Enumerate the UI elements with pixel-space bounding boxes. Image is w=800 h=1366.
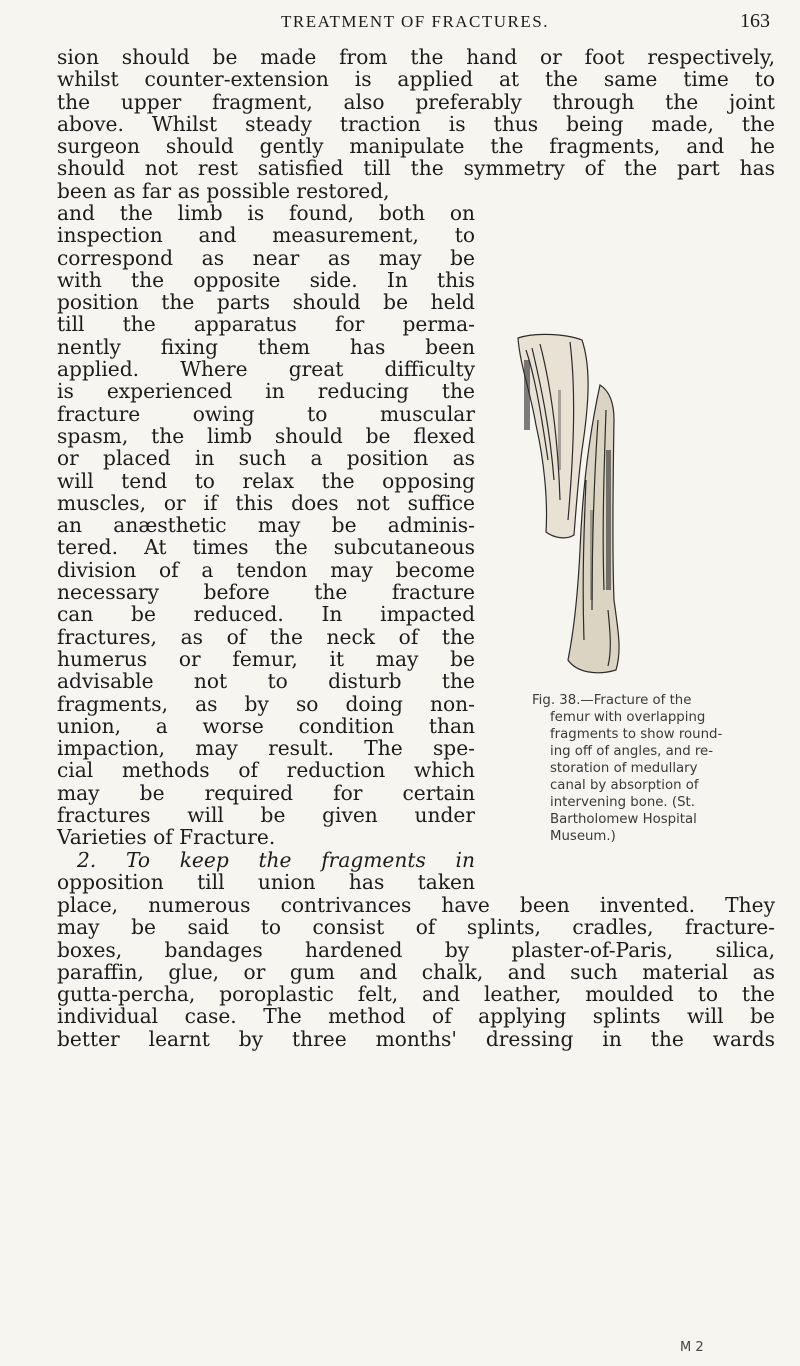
running-head: TREATMENT OF FRACTURES. (281, 12, 549, 31)
page-number: 163 (740, 10, 770, 32)
text-line: humerus or femur, it may be (57, 646, 475, 671)
text-line: gutta-percha, poroplastic felt, and leather, moulded to the (57, 982, 775, 1007)
text-line: above. Whilst steady traction is thus being made, the (57, 111, 775, 136)
caption-line: intervening bone. (St. (550, 795, 695, 810)
paragraph-bottom (57, 894, 775, 1050)
text-line: opposition till union has taken (57, 869, 475, 894)
text-line: impaction, may result. The spe- (57, 736, 475, 761)
paragraph-narrow (57, 202, 475, 893)
text-line: Varieties of Fracture. (57, 825, 276, 850)
text-line: been as far as possible restored, (57, 178, 390, 203)
text-line: may be required for certain (57, 780, 475, 805)
text-line: sion should be made from the hand or foot respectively, (57, 45, 775, 69)
text-line: may be said to consist of splints, cradles, fracture- (57, 915, 775, 940)
paragraph-top (57, 46, 775, 202)
text-line: advisable not to disturb the (57, 669, 475, 694)
page-header (60, 10, 770, 40)
femur-bone-icon (496, 330, 646, 675)
text-line: individual case. The method of applying splints will be (57, 1004, 775, 1029)
text-line: and the limb is found, both on (57, 201, 475, 225)
text-line: paraffin, glue, or gum and chalk, and such material as (57, 959, 775, 984)
text-line: the upper fragment, also preferably through the joint (57, 89, 775, 114)
text-line: surgeon should gently manipulate the fragments, and he (57, 134, 775, 159)
text-line: inspection and measurement, to (57, 223, 475, 248)
text-line: applied. Where great difficulty (57, 357, 475, 382)
text-line: better learnt by three months' dressing in the wards (57, 1026, 775, 1051)
text-line: division of a tendon may become (57, 557, 475, 582)
caption-line: storation of medullary (550, 761, 698, 776)
text-line: union, a worse condition than (57, 713, 475, 738)
caption-line: Fig. 38.—Fracture of the (532, 693, 692, 708)
text-line: an anæsthetic may be adminis- (57, 513, 475, 538)
text-line: fractures will be given under (57, 803, 475, 828)
text-line: position the parts should be held (57, 290, 475, 315)
text-line: fractures, as of the neck of the (57, 624, 475, 649)
text-line: cial methods of reduction which (57, 758, 475, 783)
text-line: spasm, the limb should be flexed (57, 423, 475, 448)
text-line: muscles, or if this does not suffice (57, 490, 475, 515)
caption-line: femur with overlapping (550, 710, 706, 725)
text-line: should not rest satisfied till the symmetry of the part has (57, 156, 775, 181)
caption-line: fragments to show round- (550, 727, 723, 742)
caption-line: Museum.) (550, 829, 616, 844)
text-line: will tend to relax the opposing (57, 468, 475, 493)
text-line: whilst counter-extension is applied at the same time to (57, 67, 775, 92)
caption-line: canal by absorption of (550, 778, 699, 793)
text-line: nently fixing them has been (57, 334, 475, 359)
text-line: can be reduced. In impacted (57, 602, 475, 627)
figure-caption (532, 692, 762, 845)
text-line: is experienced in reducing the (57, 379, 475, 404)
text-line: fracture owing to muscular (57, 401, 475, 426)
text-line: correspond as near as may be (57, 245, 475, 270)
text-line: or placed in such a position as (57, 446, 475, 471)
femur-fracture-figure (496, 330, 646, 675)
text-line: till the apparatus for perma- (57, 312, 475, 337)
caption-line: ing off of angles, and re- (550, 744, 714, 759)
caption-line: Bartholomew Hospital (550, 812, 697, 827)
text-line: necessary before the fracture (57, 580, 475, 605)
signature-mark: M 2 (680, 1340, 704, 1355)
text-line: tered. At times the subcutaneous (57, 535, 475, 560)
text-line: 2. To keep the fragments in (77, 847, 475, 872)
text-line: boxes, bandages hardened by plaster-of-Paris, silica, (57, 937, 775, 962)
text-line: with the opposite side. In this (57, 267, 475, 292)
text-line: place, numerous contrivances have been invented. They (57, 893, 775, 917)
text-line: fragments, as by so doing non- (57, 691, 475, 716)
